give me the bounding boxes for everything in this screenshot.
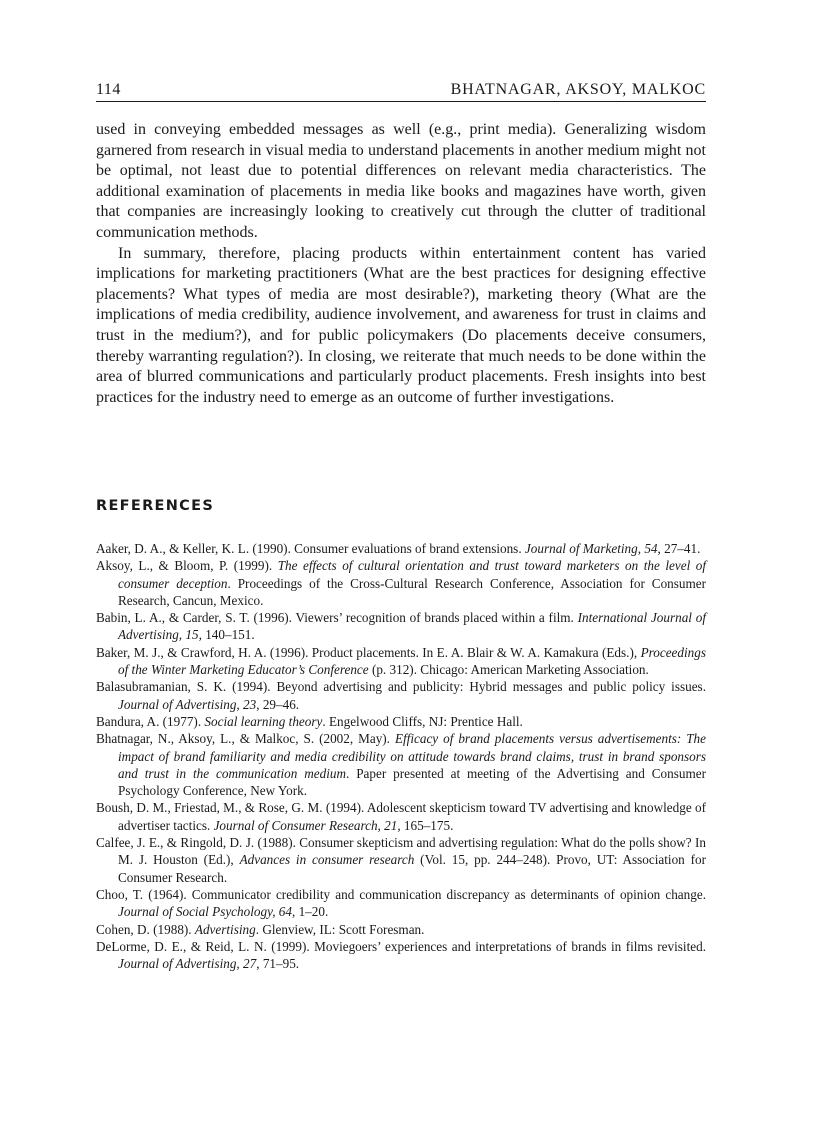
reference-text: Choo, T. (1964). Communicator credibility and communication discrepancy as determinants of opinion change.	[96, 886, 706, 902]
reference-source: Journal of Marketing, 54	[524, 541, 658, 556]
references-heading: REFERENCES	[96, 498, 215, 514]
reference-details: . Engelwood Cliffs, NJ: Prentice Hall.	[322, 713, 523, 729]
reference-item	[96, 921, 706, 938]
running-title: BHATNAGAR, AKSOY, MALKOC	[450, 81, 706, 98]
reference-source: Advances in consumer research	[239, 852, 415, 868]
reference-text: Cohen, D. (1988).	[96, 921, 195, 937]
reference-details: , 140–151.	[198, 627, 255, 643]
paragraph: used in conveying embedded messages as well (e.g., print media). Generalizing wisdom garnered from research in visual media to understand placements in another medium might not be optimal, not least due to potential differences on relevant media characteristics. The additional examination of placements in media like books and magazines have worth, given that companies are increasingly looking to creatively cut through the clutter of traditional communication methods.	[96, 121, 706, 241]
reference-source: Journal of Social Psychology, 64	[118, 904, 292, 920]
reference-source: The effects of cultural orientation and trust toward marketers on the level of consumer deception	[118, 558, 707, 591]
reference-source: Journal of Advertising, 27	[118, 956, 257, 972]
reference-text: DeLorme, D. E., & Reid, L. N. (1999). Moviegoers’ experiences and interpretations of brands in films revisited.	[96, 938, 706, 954]
reference-source: Social learning theory	[204, 713, 323, 729]
page-number: 114	[96, 81, 121, 98]
reference-details: (p. 312). Chicago: American Marketing Association.	[368, 662, 649, 678]
paragraph: In summary, therefore, placing products within entertainment content has varied implications for marketing practitioners (What are the best practices for designing effective placements? What types of media are most desirable?), marketing theory (What are the implications of media credibility, audience involvement, and awareness for trust in claims and trust in the medium?), and for public policymakers (Do placements deceive consumers, thereby warranting regulation?). In closing, we reiterate that much needs to be done within the area of blurred communications and particularly product placements. Fresh insights into best practices for the industry need to emerge as an outcome of further investigations.	[96, 244, 706, 406]
reference-source: Journal of Advertising, 23	[118, 696, 257, 712]
reference-item	[96, 938, 706, 973]
reference-details: . Glenview, IL: Scott Foresman.	[255, 921, 425, 937]
reference-item	[96, 834, 706, 886]
reference-source: Proceedings of the Winter Marketing Educator’s Conference	[118, 644, 706, 678]
reference-details: , 71–95.	[256, 956, 300, 972]
reference-item	[96, 678, 706, 713]
reference-item	[96, 886, 706, 921]
reference-list	[96, 540, 706, 972]
reference-text: Baker, M. J., & Crawford, H. A. (1996). Product placements. In E. A. Blair & W. A. Kamakura (Eds.),	[96, 644, 641, 660]
reference-text: Boush, D. M., Friestad, M., & Rose, G. M. (1994). Adolescent skepticism toward TV advertising and knowledge of advertiser tactics.	[96, 800, 706, 833]
reference-details: , 27–41.	[657, 541, 701, 556]
reference-details: (Vol. 15, pp. 244–248). Provo, UT: Association for Consumer Research.	[118, 852, 706, 885]
reference-source: Journal of Consumer Research, 21	[213, 817, 398, 833]
reference-item	[96, 540, 706, 557]
reference-item	[96, 644, 706, 679]
reference-item	[96, 713, 706, 730]
reference-text: Balasubramanian, S. K. (1994). Beyond advertising and publicity: Hybrid messages and public policy issues.	[96, 679, 706, 695]
reference-source: International Journal of Advertising, 15	[118, 610, 706, 643]
reference-text: Bhatnagar, N., Aksoy, L., & Malkoc, S. (2002, May).	[96, 731, 395, 747]
reference-item	[96, 730, 706, 799]
reference-text: Aaker, D. A., & Keller, K. L. (1990). Consumer evaluations of brand extensions.	[96, 541, 525, 556]
reference-details: . Proceedings of the Cross-Cultural Research Conference, Association for Consumer Research, Cancun, Mexico.	[118, 575, 706, 608]
reference-text: Calfee, J. E., & Ringold, D. J. (1988). Consumer skepticism and advertising regulation: What do the polls show? In M. J. Houston (Ed.),	[96, 835, 706, 868]
running-head	[96, 79, 706, 102]
body-text	[96, 120, 706, 408]
reference-details: , 29–46.	[256, 696, 300, 712]
reference-details: , 165–175.	[397, 817, 454, 833]
reference-source: Efficacy of brand placements versus advertisements: The impact of brand familiarity and media credibility on attitude towards brand claims, trust in brand sponsors and trust in the communication medium	[118, 731, 706, 781]
reference-text: Aksoy, L., & Bloom, P. (1999).	[96, 558, 278, 574]
reference-source: Advertising	[194, 921, 256, 937]
reference-details: . Paper presented at meeting of the Advertising and Consumer Psychology Conference, New York.	[118, 765, 706, 799]
reference-text: Bandura, A. (1977).	[96, 713, 205, 729]
reference-item	[96, 609, 706, 644]
reference-item	[96, 557, 706, 609]
reference-details: , 1–20.	[291, 904, 329, 920]
reference-text: Babin, L. A., & Carder, S. T. (1996). Viewers’ recognition of brands placed within a film.	[96, 610, 578, 626]
reference-item	[96, 799, 706, 834]
